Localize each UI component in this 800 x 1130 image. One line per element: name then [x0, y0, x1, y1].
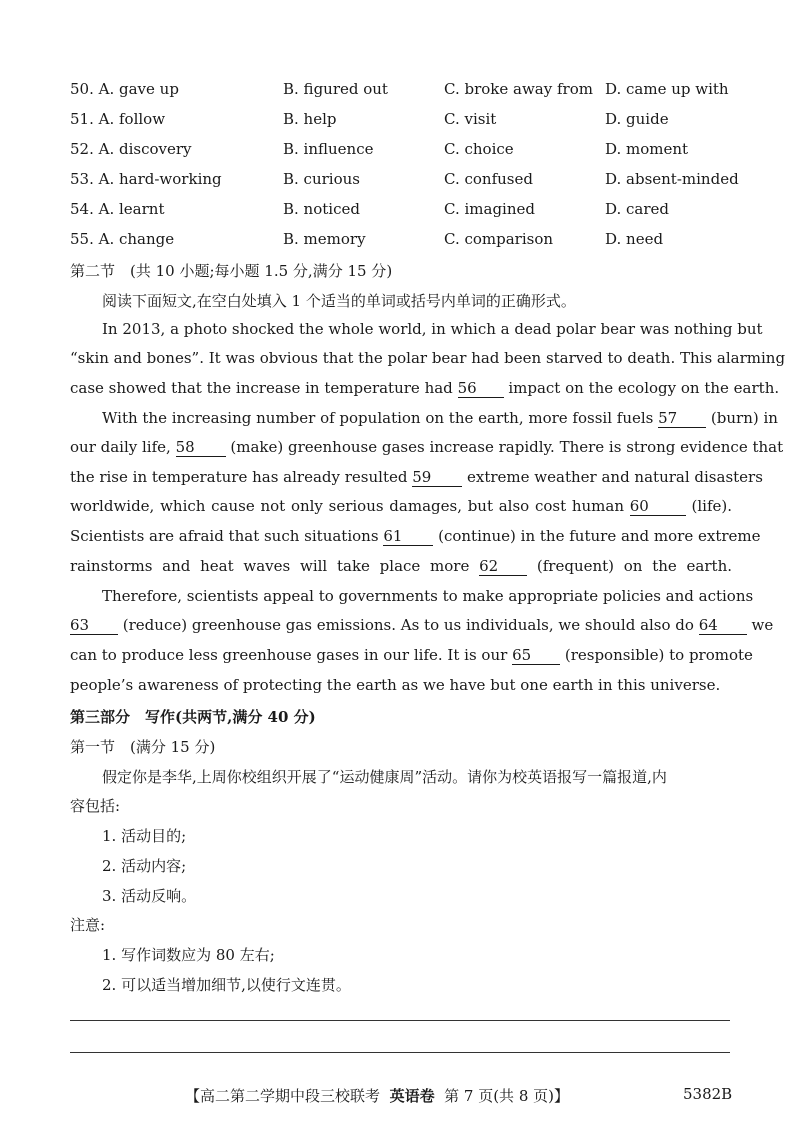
option-a: 55. A. change — [70, 230, 175, 248]
blank-56[interactable]: 56 — [458, 379, 504, 398]
page-footer — [0, 1085, 800, 1109]
option-d: D. need — [605, 230, 664, 248]
option-b: B. influence — [283, 140, 374, 158]
options-row-54 — [70, 200, 740, 224]
blank-65[interactable]: 65 — [512, 646, 560, 665]
option-a: 53. A. hard-working — [70, 170, 222, 188]
part3-heading: 第三部分 写作(共两节,满分 40 分) — [70, 708, 316, 726]
option-a: 50. A. gave up — [70, 80, 179, 98]
option-a: 52. A. discovery — [70, 140, 192, 158]
option-a: 51. A. follow — [70, 110, 166, 128]
passage-p2-line6: rainstorms and heat waves will take place more 62 (frequent) on the earth. — [70, 557, 732, 575]
section2-instruction: 阅读下面短文,在空白处填入 1 个适当的单词或括号内单词的正确形式。 — [102, 292, 576, 310]
blank-59[interactable]: 59 — [412, 468, 462, 487]
blank-60[interactable]: 60 — [630, 497, 686, 516]
option-c: C. choice — [444, 140, 514, 158]
option-a: 54. A. learnt — [70, 200, 165, 218]
blank-64[interactable]: 64 — [699, 616, 747, 635]
writing-item-2: 2. 活动内容; — [102, 857, 187, 875]
writing-prompt-line1: 假定你是李华,上周你校组织开展了“运动健康周”活动。请你为校英语报写一篇报道,内 — [102, 768, 667, 786]
footer-subject: 英语卷 — [389, 1087, 435, 1105]
passage-p2-line3: the rise in temperature has already resulted 59 extreme weather and natural disasters — [70, 468, 763, 486]
footer-title: 【高二第二学期中段三校联考 英语卷 第 7 页(共 8 页)】 — [185, 1087, 569, 1105]
option-b: B. figured out — [283, 80, 388, 98]
option-b: B. memory — [283, 230, 366, 248]
blank-57[interactable]: 57 — [658, 409, 706, 428]
passage-p1-line3: case showed that the increase in temperature had 56 impact on the ecology on the earth. — [70, 379, 780, 397]
passage-p1-line1: In 2013, a photo shocked the whole world, in which a dead polar bear was nothing but — [102, 320, 763, 338]
passage-p3-line3: can to produce less greenhouse gases in our life. It is our 65 (responsible) to promote — [70, 646, 753, 664]
footer-page: 第 7 页(共 8 页)】 — [444, 1087, 569, 1105]
option-d: D. cared — [605, 200, 670, 218]
option-d: D. came up with — [605, 80, 729, 98]
options-row-51 — [70, 110, 740, 134]
option-b: B. help — [283, 110, 337, 128]
option-d: D. guide — [605, 110, 669, 128]
option-c: C. comparison — [444, 230, 554, 248]
options-row-52 — [70, 140, 740, 164]
footer-code: 5382B — [683, 1085, 733, 1103]
passage-p3-line4: people’s awareness of protecting the earth as we have but one earth in this universe. — [70, 676, 721, 694]
options-row-53 — [70, 170, 740, 194]
options-row-55 — [70, 230, 740, 254]
passage-p3-line1: Therefore, scientists appeal to governments to make appropriate policies and actions — [102, 587, 754, 605]
options-row-50 — [70, 80, 740, 104]
writing-prompt-line2: 容包括: — [70, 797, 121, 815]
blank-62[interactable]: 62 — [479, 557, 527, 576]
option-c: C. visit — [444, 110, 497, 128]
option-c: C. broke away from — [444, 80, 593, 98]
option-c: C. imagined — [444, 200, 535, 218]
blank-63[interactable]: 63 — [70, 616, 118, 635]
blank-58[interactable]: 58 — [176, 438, 226, 457]
option-d: D. moment — [605, 140, 689, 158]
option-b: B. curious — [283, 170, 360, 188]
section2-heading: 第二节 (共 10 小题;每小题 1.5 分,满分 15 分) — [70, 262, 393, 280]
passage-p2-line2: our daily life, 58 (make) greenhouse gases increase rapidly. There is strong evidence that — [70, 438, 784, 456]
writing-note-2: 2. 可以适当增加细节,以使行文连贯。 — [102, 976, 351, 994]
writing-note-heading: 注意: — [70, 916, 106, 934]
option-d: D. absent-minded — [605, 170, 739, 188]
blank-61[interactable]: 61 — [383, 527, 433, 546]
option-b: B. noticed — [283, 200, 360, 218]
writing-item-3: 3. 活动反响。 — [102, 887, 197, 905]
writing-item-1: 1. 活动目的; — [102, 827, 187, 845]
passage-p1-line2: “skin and bones”. It was obvious that the polar bear had been starved to death. This alarming — [70, 349, 786, 367]
passage-p2-line5: Scientists are afraid that such situations 61 (continue) in the future and more extreme — [70, 527, 761, 545]
passage-p3-line2: 63 (reduce) greenhouse gas emissions. As to us individuals, we should also do 64 we — [70, 616, 774, 634]
option-c: C. confused — [444, 170, 533, 188]
passage-p2-line4: worldwide, which cause not only serious damages, but also cost human 60 (life). — [70, 497, 732, 515]
answer-line-1[interactable] — [70, 1020, 730, 1021]
part3-section1-heading: 第一节 (满分 15 分) — [70, 738, 216, 756]
writing-note-1: 1. 写作词数应为 80 左右; — [102, 946, 275, 964]
passage-p2-line1: With the increasing number of population on the earth, more fossil fuels 57 (burn) in — [102, 409, 778, 427]
answer-line-2[interactable] — [70, 1052, 730, 1053]
